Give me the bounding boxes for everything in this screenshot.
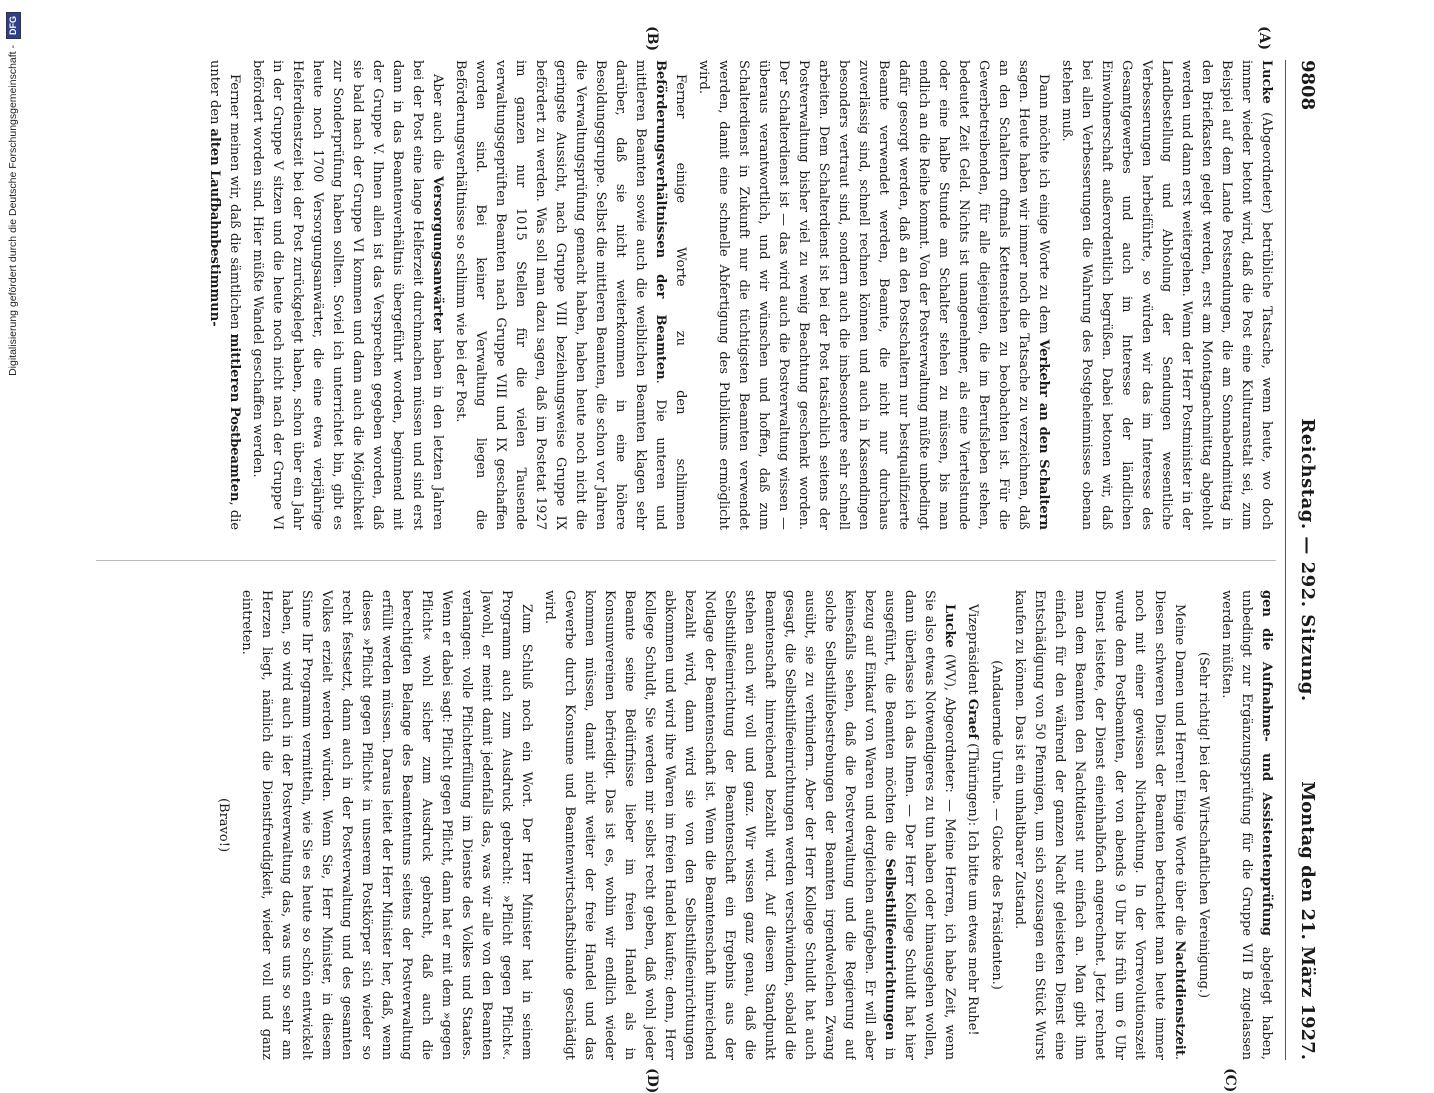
paragraph [1056,60,1276,530]
margin-marker-d: (D) [644,1068,660,1093]
margin-marker-c: (C) [1222,1068,1238,1093]
reaction-note: (Andauernde Unruhe. — Glocke des Präsidenten.) [989,660,1004,990]
margin-marker-a: (A) [1256,26,1272,51]
speaker-role: (Abgeordneter) [1259,103,1274,214]
column-divider [96,560,1276,561]
speaker-role: Vizepräsident [965,604,980,699]
emphasis: gen die Aufnahme- und Assistentenprüfung [1259,590,1274,936]
paragraph [204,60,244,530]
reaction-note: (Sehr richtig! bei der Wirtschaftlichen Vereinigung.) [1196,651,1211,999]
emphasis: Selbsthilfeeinrichtungen [882,858,897,1041]
emphasis: Nachtdienstzeit [1172,940,1187,1056]
emphasis: Versorgungsanwärter [430,176,445,333]
text-run: (Thüringen): Ich bitte um etwas mehr Ruhe! [965,738,980,1036]
session-date: Montag den 21. März 1927. [1297,781,1318,1060]
credit-text: Digitalisierung gefördert durch die Deutsche Forschungsgemeinschaft - [7,45,19,376]
paragraph [962,590,982,1060]
paragraph-text: betrübliche Tatsache, wenn heute, wo doch immer wieder betont wird, daß die Post eine Kulturanstalt sei, zum Beispiel auf dem Lande Postsendungen, die am Sonnabendmittag in den Briefkasten gelegt werden, erst am Montagnachmittag abgeholt werden und dann erst weitergehen. Wenn der Herr Postminister in der Landbestellung und Abholung der Sendungen wesentliche Verbesserungen herbeiführte, so würden wir das im Interesse des Gesamtgewerbes und auch im Interesse der ländlichen Einwohnerschaft außerordentlich begrüßen. Dabei betonen wir, daß bei allen Verbesserungen die Wahrung des Postgeheimnisses obenan stehen muß. [1059,60,1274,530]
text-run: Dann möchte ich einige Worte zu dem [1036,74,1051,340]
paragraph [1216,590,1276,1060]
dfg-logo: DFG [6,12,21,39]
text-run: . Diesen schweren Dienst der Beamten betrachtet man heute immer noch mit einer gewissen Nichtachtung. In der Vorrevolutionszeit wurde dem Postbeamten, der von abends 9 Uhr bis früh um 6 Uhr Dienst leistete, der Dienst eineinhalbfach angerechnet. Jetzt rechnet man dem Beamten den Nachtdienst nur einfach an. Man gibt ihm einfach für den während der ganzen Nacht geleisteten Dienst eine Entschädigung von 50 Pfennigen, um sich sozusagen ein Stück Wurst kaufen zu können. Das ist ein unhaltbarer Zustand. [1012,590,1187,1060]
text-run: Ferner einige Worte zu den schlimmen [673,74,688,530]
emphasis: Beförderungsverhältnissen der Beamten [653,60,668,380]
text-run: Aber auch die [430,74,445,177]
running-title: Reichstag. — 292. Sitzung. [1297,418,1318,702]
text-run: sagen. Heute haben wir immer noch die Tatsache zu verzeichnen, daß an den Schaltern oftmals Kettenstehen zu beobachten ist. Für die Gewerbetreibenden, für alle diejenigen, die im Berufsleben stehen, bedeutet Zeit Geld. Nichts ist unangenehmer, als eine Viertelstunde oder eine halbe Stunde am Schalter stehen zu müssen, bis man endlich an die Reihe kommt. Von der Postverwaltung müßte unbedingt dafür gesorgt werden, daß an den Postschaltern nur bestqualifizierte Beamte verwendet werden, Beamte, die nicht nur durchaus zuverlässig sind, schnell rechnen können und auch in Kassendingen besonders vertraut sind, sondern auch die insbesondere sehr schnell arbeiten. Dem Schalterdienst ist bei der Post tatsächlich seitens der Postverwaltung bisher viel zu wenig Beachtung geschenkt worden. Der Schalterdienst ist — das wird auch die Postverwaltung wissen — überaus verantwortlich, und wir wünschen und hoffen, daß zum Schalterdienst in Zukunft nur die tüchtigsten Beamten verwendet werden, damit eine schnelle Abfertigung des Publikums ermöglicht wird. [696,60,1031,530]
margin-marker-b: (B) [644,26,660,52]
paragraph [1009,590,1189,1060]
emphasis: alten Laufbahnbestimmun- [207,128,222,327]
paragraph [247,60,447,530]
speaker-name: Lucke [942,604,957,648]
speaker-name: Graef [965,698,980,739]
text-run: Meine Damen und Herren! Einige Worte über die [1172,604,1187,941]
text-column-left [96,60,1276,530]
speaker-name: Lucke [1259,60,1274,104]
paragraph [539,590,959,1060]
text-run: , die unter den [207,60,242,530]
emphasis: Verkehr an den Schaltern [1036,339,1051,530]
page-number: 9808 [1297,60,1318,111]
digitization-credit [0,0,26,1000]
page-header [1288,60,1318,1060]
text-run: abgelegt haben, unbedingt zur Ergänzungsprüfung für die Gruppe VII B zugelassen werden müßten. [1219,590,1274,1060]
emphasis: mittleren Postbeamten [227,333,242,502]
newspaper-page [40,26,1320,1093]
paragraph [236,590,536,1060]
text-run: . Die unteren und mittleren Beamten sowie auch die weiblichen Beamten klagen sehr darüber, daß sie nicht weiterkommen in eine höhere Besoldungsgruppe. Selbst die mittleren Beamten, die schon vor Jahren die Verwaltungsprüfung gemacht haben, haben heute noch nicht die geringste Aussicht, nach Gruppe VIII beziehungsweise Gruppe IX befördert zu werden. Was soll man dazu sagen, daß im Postetat 1927 im ganzen nur 1015 Stellen für die vielen Tausende verwaltungsgeprüften Beamten nach Gruppe VIII und IX geschaffen worden sind. Bei keiner Verwaltung liegen die Beförderungsverhältnisse so schlimm wie bei der Post. [453,60,668,530]
text-column-right [96,590,1276,1060]
text-run: Ferner meinen wir, daß die sämtlichen [227,74,242,334]
text-run: in bezug auf Einkauf von Waren und dergleichen aufgeben. Er will aber keinesfalls sehen, daß die Postverwaltung und die Regierung auf solche Selbsthilfebestrebungen der Beamten irgendwelchen Zwang ausübt, sie zu verhindern. Aber der Herr Kollege Schuldt hat auch gesagt, die Selbsthilfeeinrichtungen werden verschwinden, sobald die Beamtenschaft hinreichend bezahlt wird. Auf diesem Standpunkt stehen auch wir voll und ganz. Wir wissen ganz genau, daß die Selbsthilfeeinrichtung der Beamtenschaft ein Ergebnis aus der Notlage der Beamtenschaft ist. Wenn die Beamtenschaft hinreichend bezahlt wird, dann wird sie von den Selbsthilfeeinrichtungen abkommen und wird ihre Waren im freien Handel kaufen; denn, Herr Kollege Schuldt, Sie werden mir selbst recht geben, daß wohl jeder Beamte seine Bedürfnisse lieber im freien Handel als in Konsumvereinen befriedigt. Das ist es, wohin wir endlich wieder kommen müssen, damit nicht weiter der freie Handel und das Gewerbe durch Konsume und Beamtenwirtschaftsbünde geschädigt wird. [542,590,897,1060]
paragraph [693,60,1053,530]
text-run: (WV), Abgeordneter: — Meine Herren, ich habe Zeit, wenn Sie also etwas Notwendigeres zu tun haben oder hinausgehen wollen, dann überlasse ich das Ihnen. — Der Herr Kollege Schuldt hat hier ausgeführt, die Beamten möchten die [882,590,957,1060]
reaction-note: (Bravo!) [216,797,231,853]
paragraph [450,60,690,530]
text-run: Zum Schluß noch ein Wort. Der Herr Minister hat in seinem Programm auch zum Ausdruck gebracht: »Pflicht gegen Pflicht«. Jawohl, er meint damit jedenfalls das, was wir alle von den Beamten verlangen: volle Pflichterfüllung im Dienste des Volkes und Staates. Wenn er dabei sagt: Pflicht gegen Pflicht, dann hat er mit dem »gegen Pflicht« wohl sicher zum Ausdruck gebracht, daß auch die berechtigten Belange des Beamtentums seitens der Postverwaltung erfüllt werden müssen. Daraus leitet der Herr Minister her, daß, wenn dieses »Pflicht gegen Pflicht« in unserem Postkörper sich wieder so recht festsetzt, dann auch in der Postverwaltung und des gesamten Volkes erzielt werden würden. Wenn Sie, Herr Minister, in diesem Sinne Ihr Programm vermitteln, wie Sie es heute so schön entwickelt haben, so wird auch in der Postverwaltung das, was uns so sehr am Herzen liegt, nämlich die Dienstfreudigkeit, wieder voll und ganz eintreten. [239,590,534,1060]
header-rule [1285,60,1286,1060]
text-run: haben in den letzten Jahren bei der Post eine lange Helferzeit durchmachen müssen und sind erst dann in das Beamtenverhältnis übergeführt worden, beginnend mit der Gruppe V. Ihnen allen ist das Versprechen gegeben worden, daß sie bald nach der Gruppe VI kommen und dann auch die Möglichkeit zur Sonderprüfung haben sollten. Soviel ich unterrichtet bin, gibt es heute noch 1700 Versorgungsanwärter, die eine etwa vierjährige Helferdienstzeit bei der Post zurückgelegt haben, schon über ein Jahr in der Gruppe V sitzen und die heute noch nicht nach der Gruppe VI befördert worden sind. Hier müßte Wandel geschaffen werden. [250,60,445,530]
